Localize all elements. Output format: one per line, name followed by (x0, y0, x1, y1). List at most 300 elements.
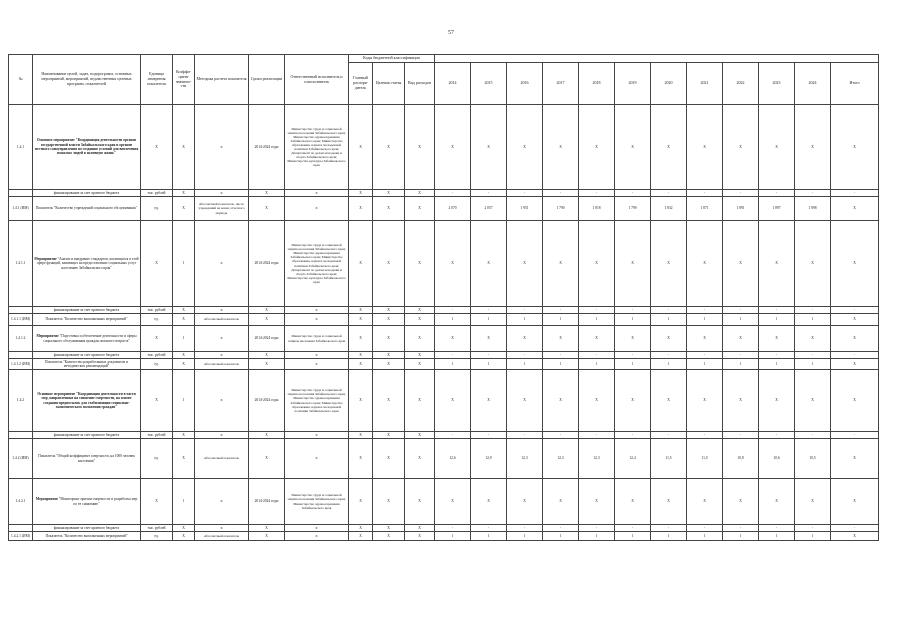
row-coef: X (173, 532, 195, 541)
table-header (9, 55, 879, 105)
row-code: X (349, 370, 373, 432)
row-year-value: X (723, 105, 759, 190)
row-name-bold: Основное мероприятие "Координация деятельности в части мер, направленных на снижение смертности, на основе создания предпосылок для стабилизации социально-экономического положения граждан" (37, 391, 136, 409)
row-year-value: 1 (795, 314, 831, 326)
row-term: 2014-2024 годы (249, 479, 285, 525)
row-coef: X (173, 525, 195, 532)
row-code: X (349, 525, 373, 532)
row-unit: X (141, 326, 173, 352)
header-years-group (435, 55, 879, 63)
row-num: 1.4.1.2 (ИМ) (9, 359, 33, 370)
row-year-value: - (471, 190, 507, 197)
row-code: X (349, 190, 373, 197)
row-code: X (405, 532, 435, 541)
row-unit: X (141, 105, 173, 190)
row-year-value: - (507, 352, 543, 359)
row-unit: ед. (141, 439, 173, 479)
row-year-value: - (759, 432, 795, 439)
table-row (9, 370, 879, 432)
row-year-value: X (543, 105, 579, 190)
row-year-value: X (435, 105, 471, 190)
row-year-value: 1 832 (651, 197, 687, 221)
row-resp: X (285, 532, 349, 541)
row-name (33, 359, 141, 370)
header-name: Наименование целей, задач, подпрограмм, основных мероприятий, мероприятий, ведомственных целевых программ, показателей (33, 55, 141, 105)
row-resp: X (285, 307, 349, 314)
row-name (33, 370, 141, 432)
header-year: 2015 (471, 63, 507, 105)
row-code: X (373, 190, 405, 197)
row-year-value: - (615, 307, 651, 314)
row-method: X (195, 307, 249, 314)
row-year-value: 1 (651, 532, 687, 541)
row-coef: X (173, 432, 195, 439)
row-year-value: 1 (471, 532, 507, 541)
row-year-value: - (723, 352, 759, 359)
row-unit: тыс. рублей (141, 432, 173, 439)
row-num (9, 190, 33, 197)
row-year-value: 2 070 (435, 197, 471, 221)
row-num: 1.4.1.1 (ИМ) (9, 314, 33, 326)
row-year-value: - (651, 525, 687, 532)
row-name-bold: Мероприятие (35, 497, 58, 502)
row-method: X (195, 105, 249, 190)
row-code: X (373, 439, 405, 479)
row-num (9, 352, 33, 359)
row-year-value: 11,0 (687, 439, 723, 479)
row-term: 2014-2024 годы (249, 370, 285, 432)
row-year-value: 12,3 (507, 439, 543, 479)
row-year-value: 1 790 (543, 197, 579, 221)
row-resp: X (285, 197, 349, 221)
row-year-value: X (579, 326, 615, 352)
row-year-value: 1 (507, 359, 543, 370)
row-year-value: - (723, 525, 759, 532)
row-year-value: 1 898 (795, 197, 831, 221)
row-resp: Министерство труда и социальной защиты населения Забайкальского края; Министерство здравоохранения Забайкальского края; Министерство образования, науки и молодежной политики Забайкальского края (285, 370, 349, 432)
row-code: X (373, 307, 405, 314)
row-year-value: 1 (687, 359, 723, 370)
row-method: Абсолютный показатель, число учреждений на конец отчетного периода (195, 197, 249, 221)
table-row (9, 352, 879, 359)
row-year-value: X (615, 221, 651, 307)
row-method: Абсолютный показатель (195, 532, 249, 541)
row-year-value: 1 (651, 359, 687, 370)
row-resp: Министерство труда и социальной защиты населения Забайкальского края; Министерство здравоохранения Забайкальского края; Министерство образования, науки и молодежной политики Забайкальского края; Департамент по делам молодежи и спорта Забайкальского края; Министерство культуры Забайкальского края (285, 221, 349, 307)
row-year-value: - (687, 307, 723, 314)
row-method: X (195, 352, 249, 359)
row-resp: X (285, 314, 349, 326)
row-year-value: - (507, 190, 543, 197)
row-year-value: X (615, 370, 651, 432)
row-total: X (831, 479, 879, 525)
row-year-value: - (543, 432, 579, 439)
row-code: X (405, 105, 435, 190)
row-year-value: 1 (651, 314, 687, 326)
header-resp: Ответственный исполнитель и соисполнитель (285, 55, 349, 105)
header-year: 2014 (435, 63, 471, 105)
row-year-value: X (435, 479, 471, 525)
row-name-text: "Подготовка и обеспечение деятельности и сферы социального обслуживания граждан пожилого возраста" (43, 334, 137, 343)
table-row (9, 359, 879, 370)
row-year-value: - (435, 190, 471, 197)
row-coef: 1 (173, 479, 195, 525)
row-year-value: 1 (759, 359, 795, 370)
header-code-type: Вид расходов (405, 63, 435, 105)
row-year-value: - (651, 432, 687, 439)
table-row (9, 326, 879, 352)
row-name-text: финансирование за счет краевого бюджета (53, 307, 120, 312)
row-num: 1.4.2 (9, 370, 33, 432)
row-year-value: 10,5 (795, 439, 831, 479)
row-resp: X (285, 190, 349, 197)
row-name (33, 432, 141, 439)
row-num: 1.4.1 (ИМ) (9, 197, 33, 221)
row-name-text: Показатель "Количество разработанных документов и методических рекомендаций" (45, 359, 128, 368)
row-num (9, 307, 33, 314)
row-year-value: - (651, 190, 687, 197)
row-year-value: 1 (687, 314, 723, 326)
row-year-value: - (543, 190, 579, 197)
row-year-value: 1 (615, 532, 651, 541)
row-code: X (405, 359, 435, 370)
row-year-value: 1 (795, 532, 831, 541)
row-total: X (831, 359, 879, 370)
row-year-value: - (615, 525, 651, 532)
row-coef: 1 (173, 326, 195, 352)
row-code: X (405, 307, 435, 314)
row-year-value: - (687, 525, 723, 532)
row-year-value: 1 (507, 532, 543, 541)
header-year: 2017 (543, 63, 579, 105)
row-unit: X (141, 479, 173, 525)
row-code: X (373, 359, 405, 370)
row-term: X (249, 197, 285, 221)
row-name-bold: Мероприятие (34, 257, 57, 262)
row-year-value: - (687, 432, 723, 439)
row-year-value: 1 897 (759, 197, 795, 221)
row-year-value: - (579, 190, 615, 197)
row-name-text: Показатель "Общий коэффициент смертности, на 1000 человек населения" (38, 454, 135, 463)
row-code: X (373, 432, 405, 439)
row-total: - (831, 307, 879, 314)
row-year-value: X (507, 105, 543, 190)
row-year-value: - (687, 190, 723, 197)
row-year-value: X (723, 221, 759, 307)
row-code: X (373, 326, 405, 352)
row-resp: X (285, 525, 349, 532)
row-year-value: X (759, 221, 795, 307)
row-method: X (195, 479, 249, 525)
row-method: X (195, 190, 249, 197)
row-unit: тыс. рублей (141, 307, 173, 314)
row-year-value: X (579, 105, 615, 190)
row-year-value: 12,6 (435, 439, 471, 479)
row-code: X (349, 359, 373, 370)
row-year-value: 1 (543, 359, 579, 370)
row-year-value: - (471, 307, 507, 314)
row-code: X (373, 532, 405, 541)
row-year-value: 1 891 (723, 197, 759, 221)
row-year-value: X (471, 105, 507, 190)
row-year-value: X (759, 479, 795, 525)
row-year-value: - (759, 525, 795, 532)
row-code: X (373, 314, 405, 326)
row-total: - (831, 352, 879, 359)
header-year: 2019 (615, 63, 651, 105)
row-year-value: 1 951 (507, 197, 543, 221)
row-unit: ед. (141, 314, 173, 326)
row-year-value: X (651, 479, 687, 525)
header-year: 2024 (795, 63, 831, 105)
row-year-value: X (543, 326, 579, 352)
row-code: X (405, 479, 435, 525)
row-year-value: X (795, 370, 831, 432)
row-method: X (195, 370, 249, 432)
row-term: X (249, 532, 285, 541)
row-year-value: - (615, 432, 651, 439)
row-year-value: - (579, 307, 615, 314)
row-year-value: - (579, 432, 615, 439)
header-num: № (9, 55, 33, 105)
row-coef: X (173, 352, 195, 359)
row-year-value: X (507, 479, 543, 525)
row-total: X (831, 370, 879, 432)
row-coef: X (173, 307, 195, 314)
row-name-bold: Мероприятие (36, 334, 59, 339)
row-year-value: 1 818 (579, 197, 615, 221)
row-name (33, 221, 141, 307)
row-unit: X (141, 370, 173, 432)
row-year-value: 1 (615, 359, 651, 370)
row-term: 2014-2024 годы (249, 105, 285, 190)
row-year-value: 1 (471, 314, 507, 326)
table-row (9, 307, 879, 314)
table-row (9, 190, 879, 197)
row-unit: X (141, 221, 173, 307)
row-year-value: X (687, 326, 723, 352)
row-year-value: - (723, 307, 759, 314)
row-year-value: 12,9 (471, 439, 507, 479)
row-year-value: 1 (579, 314, 615, 326)
row-code: X (405, 326, 435, 352)
row-year-value: 1 (723, 314, 759, 326)
table-row (9, 197, 879, 221)
row-num: 1.4.1 (9, 105, 33, 190)
row-year-value: - (795, 525, 831, 532)
row-year-value: X (687, 105, 723, 190)
row-total: X (831, 105, 879, 190)
row-name (33, 314, 141, 326)
row-year-value: - (435, 432, 471, 439)
row-term: X (249, 525, 285, 532)
row-code: X (405, 221, 435, 307)
header-year: 2023 (759, 63, 795, 105)
row-total: - (831, 190, 879, 197)
row-name (33, 190, 141, 197)
row-year-value: - (435, 525, 471, 532)
row-total: X (831, 221, 879, 307)
row-year-value: - (471, 432, 507, 439)
row-year-value: - (507, 307, 543, 314)
row-name (33, 307, 141, 314)
row-year-value: - (723, 432, 759, 439)
row-year-value: X (579, 221, 615, 307)
row-name-text: финансирование за счет краевого бюджета (53, 525, 120, 530)
row-year-value: - (543, 525, 579, 532)
row-year-value: - (615, 352, 651, 359)
row-name-text: финансирование за счет краевого бюджета (53, 190, 120, 195)
header-year: 2022 (723, 63, 759, 105)
table-row (9, 105, 879, 190)
row-year-value: 1 799 (615, 197, 651, 221)
row-year-value: X (579, 370, 615, 432)
table-body (9, 105, 879, 541)
row-total: - (831, 432, 879, 439)
row-unit: ед. (141, 197, 173, 221)
row-name-text: Показатель "Количество учреждений социального обслуживания" (35, 206, 138, 211)
row-year-value: X (543, 370, 579, 432)
table-row (9, 532, 879, 541)
row-term: X (249, 190, 285, 197)
row-total: X (831, 197, 879, 221)
row-year-value: 1 (471, 359, 507, 370)
row-code: X (349, 326, 373, 352)
row-year-value: X (759, 370, 795, 432)
row-year-value: - (579, 352, 615, 359)
row-year-value: - (795, 190, 831, 197)
row-term: X (249, 314, 285, 326)
row-name-text: Показатель "Количество выполненных мероприятий" (45, 533, 128, 538)
table-row (9, 314, 879, 326)
row-year-value: X (759, 105, 795, 190)
row-code: X (373, 105, 405, 190)
row-year-value: X (471, 370, 507, 432)
row-term: X (249, 307, 285, 314)
row-year-value: X (615, 326, 651, 352)
row-year-value: X (651, 370, 687, 432)
row-num: 1.4.1.1 (9, 221, 33, 307)
row-year-value: X (507, 370, 543, 432)
header-unit: Единица измерения показателя (141, 55, 173, 105)
row-year-value: - (759, 190, 795, 197)
row-code: X (405, 432, 435, 439)
row-year-value: X (579, 479, 615, 525)
row-unit: тыс. рублей (141, 352, 173, 359)
row-code: X (373, 370, 405, 432)
row-year-value: - (759, 307, 795, 314)
row-year-value: X (507, 221, 543, 307)
row-code: X (349, 352, 373, 359)
row-year-value: - (435, 307, 471, 314)
row-year-value: - (471, 352, 507, 359)
header-year: 2016 (507, 63, 543, 105)
row-year-value: X (543, 479, 579, 525)
row-num (9, 525, 33, 532)
row-coef: 1 (173, 221, 195, 307)
row-year-value: 2 057 (471, 197, 507, 221)
row-resp: Министерство труда и социальной защиты населения Забайкальского края (285, 326, 349, 352)
row-year-value: 1 871 (687, 197, 723, 221)
row-year-value: - (651, 352, 687, 359)
row-term: 2014-2024 годы (249, 221, 285, 307)
row-year-value: X (435, 370, 471, 432)
header-code-glav: Главный распоря-дитель (349, 63, 373, 105)
row-unit: тыс. рублей (141, 525, 173, 532)
row-year-value: 12,3 (543, 439, 579, 479)
row-coef: X (173, 439, 195, 479)
row-coef: X (173, 314, 195, 326)
row-name (33, 105, 141, 190)
row-year-value: 1 (435, 314, 471, 326)
table-row (9, 479, 879, 525)
row-name-text: Показатель "Количество выполненных мероприятий" (45, 317, 128, 322)
row-year-value: - (795, 352, 831, 359)
row-code: X (405, 190, 435, 197)
row-year-value: 1 (435, 532, 471, 541)
row-year-value: X (723, 326, 759, 352)
row-resp: X (285, 352, 349, 359)
row-year-value: 1 (723, 359, 759, 370)
row-total: X (831, 439, 879, 479)
table-row (9, 525, 879, 532)
row-code: X (349, 307, 373, 314)
row-coef: X (173, 359, 195, 370)
header-year: 2021 (687, 63, 723, 105)
row-year-value: X (687, 479, 723, 525)
row-num: 1.4.2.1 (ИМ) (9, 532, 33, 541)
row-year-value: - (687, 352, 723, 359)
row-coef: 1 (173, 370, 195, 432)
row-name (33, 532, 141, 541)
row-term: X (249, 439, 285, 479)
row-year-value: X (435, 326, 471, 352)
row-total: X (831, 532, 879, 541)
row-year-value: X (435, 221, 471, 307)
row-num: 1.4.2 (ИМ) (9, 439, 33, 479)
row-name (33, 326, 141, 352)
row-term: X (249, 359, 285, 370)
row-year-value: 12,3 (579, 439, 615, 479)
row-year-value: X (687, 370, 723, 432)
row-method: X (195, 432, 249, 439)
row-year-value: - (507, 432, 543, 439)
row-method: X (195, 326, 249, 352)
row-resp: Министерство труда и социальной защиты населения Забайкальского края; Министерство здравоохранения Забайкальского края (285, 479, 349, 525)
row-code: X (405, 197, 435, 221)
row-year-value: 10,6 (759, 439, 795, 479)
row-year-value: - (543, 352, 579, 359)
row-name-bold: Основное мероприятие "Координация деятельности органов государственной власти Забайкальского края и органов местного самоуправления по созданию условий для вовлечения пожилых людей в активную жизнь" (34, 138, 139, 156)
row-year-value: 1 (723, 532, 759, 541)
row-method: Абсолютный показатель (195, 439, 249, 479)
header-method: Методика расчета показателя (195, 55, 249, 105)
program-table (8, 54, 879, 541)
header-term: Сроки реализации (249, 55, 285, 105)
row-year-value: X (723, 370, 759, 432)
row-unit: ед. (141, 532, 173, 541)
row-name-text: финансирование за счет краевого бюджета (53, 432, 120, 437)
row-year-value: X (507, 326, 543, 352)
row-name (33, 479, 141, 525)
header-code-section: Целевая статья (373, 63, 405, 105)
header-codes-group: Коды бюджетной классификации (349, 55, 435, 63)
row-method: X (195, 221, 249, 307)
row-unit: ед. (141, 359, 173, 370)
row-code: X (405, 352, 435, 359)
row-method: Абсолютный показатель (195, 359, 249, 370)
row-resp: Министерство труда и социальной защиты населения Забайкальского края; Министерство здравоохранения Забайкальского края; Министерство образования, науки и молодежной политики Забайкальского края; Департамент по делам молодежи и спорта Забайкальского края; Министерство культуры Забайкальского края (285, 105, 349, 190)
